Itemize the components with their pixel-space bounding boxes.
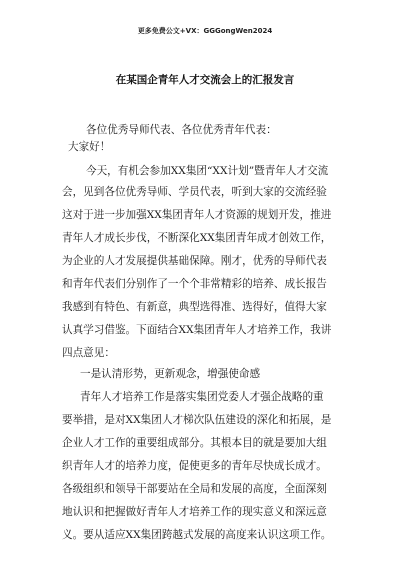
paragraph-line: 各级组织和领导干部要站在全局和发展的高度，全面深刻 <box>62 483 327 495</box>
paragraph-line: 企业人才工作的重要组成部分。其根本目的就是要加大组 <box>62 437 327 449</box>
paragraph-line: 地认识和把握做好青年人才培养工作的现实意义和深远意 <box>62 506 327 518</box>
paragraph-line: 和青年代表们分别作了一个个非常精彩的培养、成长报告 <box>62 278 327 290</box>
paragraph-line: 四点意见： <box>62 347 115 359</box>
paragraph-line: 这对于进一步加强XX集团青年人才资源的规划开发，推进 <box>62 209 332 221</box>
document-title: 在某国企青年人才交流会上的汇报发言 <box>115 74 295 86</box>
salutation-line: 各位优秀导师代表、各位优秀青年代表： <box>86 124 277 136</box>
paragraph-line: 义。要从适应XX集团跨越式发展的高度来认识这项工作。 <box>62 529 332 541</box>
paragraph-line: 青年人才成长步伐，不断深化XX集团青年成才创效工作， <box>62 232 332 244</box>
paragraph-line: 织青年人才的培养力度，促使更多的青年尽快成长成才。 <box>62 460 327 472</box>
paragraph-line: 我感到有特色、有新意，典型选得准、选得好，值得大家 <box>62 301 327 313</box>
paragraph-line: 会，见到各位优秀导师、学员代表，听到大家的交流经验 <box>62 186 327 198</box>
paragraph-line: 青年人才培养工作是落实集团党委人才强企战略的重 <box>80 391 324 403</box>
paragraph-line: 认真学习借鉴。下面结合XX集团青年人才培养工作，我讲 <box>62 324 332 336</box>
paragraph-line: 为企业的人才发展提供基础保障。刚才，优秀的导师代表 <box>62 255 327 267</box>
greeting-line: 大家好！ <box>68 141 111 153</box>
header-note: 更多免费公文+VX：GGGongWen2024 <box>137 27 273 35</box>
paragraph-line: 要举措，是对XX集团人才梯次队伍建设的深化和拓展，是 <box>62 414 332 426</box>
section-heading: 一是认清形势，更新观念，增强使命感 <box>80 368 261 380</box>
paragraph-line: 今天，有机会参加XX集团“XX计划”暨青年人才交流 <box>86 165 329 177</box>
